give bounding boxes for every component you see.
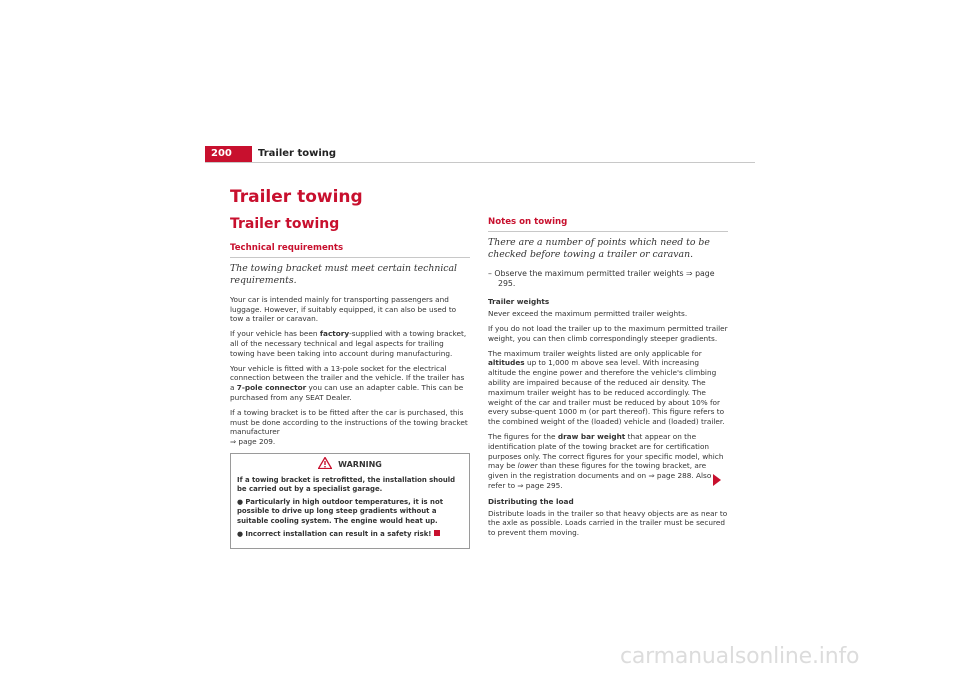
intro-text: There are a number of points which need to be checked before towing a trailer or caravan. xyxy=(488,236,710,260)
paragraph xyxy=(230,408,470,447)
right-column xyxy=(488,218,728,543)
paragraph xyxy=(230,364,470,403)
intro-text: The towing bracket must meet certain technical requirements. xyxy=(230,262,458,286)
warning-triangle-icon xyxy=(318,457,332,472)
page-number: 200 xyxy=(205,146,252,162)
paragraph: Distribute loads in the trailer so that heavy objects are as near to the axle as possible. Loads carried in the trailer must be secured to prevent them moving. xyxy=(488,508,728,538)
subsection-title-notes-on-towing: Notes on towing xyxy=(488,218,728,232)
warning-bullet xyxy=(237,498,463,527)
paragraph: Never exceed the maximum permitted trailer weights. xyxy=(488,309,688,319)
text-run: Your vehicle is fitted with a 13-pole socket for the electrical connection between the trailer and the vehicle. If the trailer has a xyxy=(230,363,465,393)
warning-text: If a towing bracket is retrofitted, the installation should be carried out by a specialist garage. xyxy=(237,475,456,494)
running-header: Trailer towing xyxy=(258,148,337,159)
text-run: you can use an adapter cable. This can be purchased from any SEAT Dealer. xyxy=(230,383,464,402)
paragraph xyxy=(488,432,728,491)
warning-bullet-text: Particularly in high outdoor temperatures, it is not possible to drive up long steep gradients without a suitable cooling system. The engine would heat up. xyxy=(237,497,443,525)
warning-box xyxy=(230,453,470,549)
emphasis-text: factory xyxy=(319,329,350,339)
sub-heading-trailer-weights: Trailer weights xyxy=(488,297,550,307)
text-run: than these figures for the towing bracket, are given in the registration documents and on ⇒ page 288. Also refer to ⇒ page 295. xyxy=(488,461,712,490)
emphasis-text: draw bar weight xyxy=(557,431,626,441)
step-item: – Observe the maximum permitted trailer weights ⇒ page 295. xyxy=(488,268,715,288)
paragraph xyxy=(230,329,470,358)
section-title: Trailer towing xyxy=(230,216,340,232)
warning-header xyxy=(237,457,463,472)
emphasis-text: 7-pole connector xyxy=(236,383,307,393)
chapter-title: Trailer towing xyxy=(230,187,363,207)
header-rule xyxy=(205,162,755,163)
warning-title: WARNING xyxy=(338,459,382,469)
end-of-section-icon xyxy=(434,530,440,536)
text-run: that appear on the identification plate of the towing bracket are for certification purposes only. The correct figures for your specific model, which may be xyxy=(488,431,724,471)
text-run: If a towing bracket is to be fitted after the car is purchased, this must be done according to the instructions of the towing bracket manufacturer xyxy=(230,407,468,437)
paragraph: Your car is intended mainly for transporting passengers and luggage. However, if suitably equipped, it can also be used to tow a trailer or caravan. xyxy=(230,294,457,324)
paragraph xyxy=(488,349,728,427)
text-run: The figures for the xyxy=(488,431,558,441)
bullet-icon: ● xyxy=(237,529,246,538)
text-run: The maximum trailer weights listed are only applicable for xyxy=(488,348,702,358)
warning-bullet-text: Incorrect installation can result in a safety risk! xyxy=(245,529,432,538)
text-run: -supplied with a towing bracket, all of the necessary technical and legal aspects for trailing towing have been taking into account during manufacturing. xyxy=(230,329,467,358)
text-run: If your vehicle has been xyxy=(230,329,320,339)
warning-bullet xyxy=(237,530,463,540)
subsection-title-technical-requirements: Technical requirements xyxy=(230,244,470,258)
left-column xyxy=(230,244,470,549)
continue-arrow-icon xyxy=(713,474,721,486)
page-reference: ⇒ page 209. xyxy=(230,437,276,447)
emphasis-text: altitudes xyxy=(488,358,525,368)
watermark-text: carmanualsonline.info xyxy=(620,644,860,669)
italic-text: lower xyxy=(517,461,538,471)
sub-heading-distributing-load: Distributing the load xyxy=(488,496,574,506)
text-run: up to 1,000 m above sea level. With increasing altitude the engine power and therefore the vehicle's climbing ability are impaired because of the reduced air density. The maximum trailer weight has to be reduced accordingly. The weight of the car and trailer must be reduced by about 10% for every subse-quent 1000 m (or part thereof). This figure refers to the combined weight of the (loaded) vehicle and (loaded) trailer. xyxy=(488,358,725,427)
bullet-icon: ● xyxy=(237,497,246,506)
paragraph: If you do not load the trailer up to the maximum permitted trailer weight, you can then climb correspondingly steeper gradients. xyxy=(488,323,728,343)
